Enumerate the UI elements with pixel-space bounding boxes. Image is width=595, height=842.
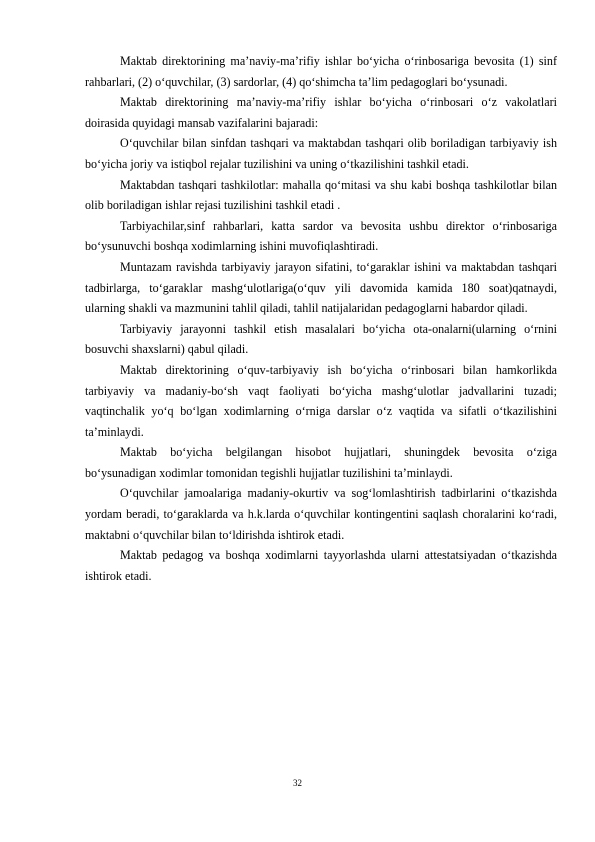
paragraph: Maktab pedagog va boshqa xodimlarni tayyorlashda ularni attestatsiyadan o‘tkazishda ishtirok etadi. [85, 548, 557, 583]
paragraph: Muntazam ravishda tarbiyaviy jarayon sifatini, to‘garaklar ishini va maktabdan tashqari tadbirlarga, to‘garaklar mashg‘ulotlariga(o‘quv yili davomida kamida 180 soat)qatnaydi, ularning shakli va mazmunini tahlil qiladi, tahlil natijalaridan pedagoglarni habardor qiladi. [85, 259, 557, 316]
paragraph: Maktab direktorining ma’naviy-ma’rifiy ishlar bo‘yicha o‘rinbosari o‘z vakolatlari doirasida quyidagi mansab vazifalarini bajaradi: [85, 95, 557, 130]
page-number: 32 [293, 778, 302, 788]
paragraph: O‘quvchilar bilan sinfdan tashqari va maktabdan tashqari olib boriladigan tarbiyaviy ish bo‘yicha joriy va istiqbol rejalar tuzilishini va uning o‘tkazilishini tashkil etadi. [85, 136, 557, 171]
paragraph: Tarbiyaviy jarayonni tashkil etish masalalari bo‘yicha ota-onalarni(ularning o‘rnini bosuvchi shaxslarni) qabul qiladi. [85, 321, 557, 357]
paragraph: Tarbiyachilar,sinf rahbarlari, katta sardor va bevosita ushbu direktor o‘rinbosariga bo‘ysunuvchi boshqa xodimlarning ishini muvofiqlashtiradi. [85, 218, 557, 254]
paragraph: Maktab direktorining ma’naviy-ma’rifiy ishlar bo‘yicha o‘rinbosariga bevosita (1) sinf rahbarlari, (2) o‘quvchilar, (3) sardorlar, (4) qo‘shimcha ta’lim pedagoglari bo‘ysunadi. [85, 54, 557, 89]
paragraph: O‘quvchilar jamoalariga madaniy-okurtiv va sog‘lomlashtirish tadbirlarini o‘tkazishda yordam beradi, to‘garaklarda va h.k.larda o‘quvchilar kontingentini saqlash choralarini ko‘radi, maktabni o‘quvchilar bilan to‘ldirishda ishtirok etadi. [85, 486, 557, 542]
paragraph: Maktabdan tashqari tashkilotlar: mahalla qo‘mitasi va shu kabi boshqa tashkilotlar bilan olib boriladigan ishlar rejasi tuzilishini tashkil etadi . [85, 177, 557, 213]
paragraph: Maktab bo‘yicha belgilangan hisobot hujjatlari, shuningdek bevosita o‘ziga bo‘ysunadigan xodimlar tomonidan tegishli hujjatlar tuzilishini ta’minlaydi. [85, 445, 557, 480]
paragraph: Maktab direktorining o‘quv-tarbiyaviy ish bo‘yicha o‘rinbosari bilan hamkorlikda tarbiyaviy va madaniy-bo‘sh vaqt faoliyati bo‘yicha mashg‘ulotlar jadvallarini tuzadi; vaqtinchalik yo‘q bo‘lgan xodimlarning o‘rniga darslar o‘z vaqtida va sifatli o‘tkazilishini ta’minlaydi. [85, 362, 557, 439]
document-page [85, 51, 557, 586]
